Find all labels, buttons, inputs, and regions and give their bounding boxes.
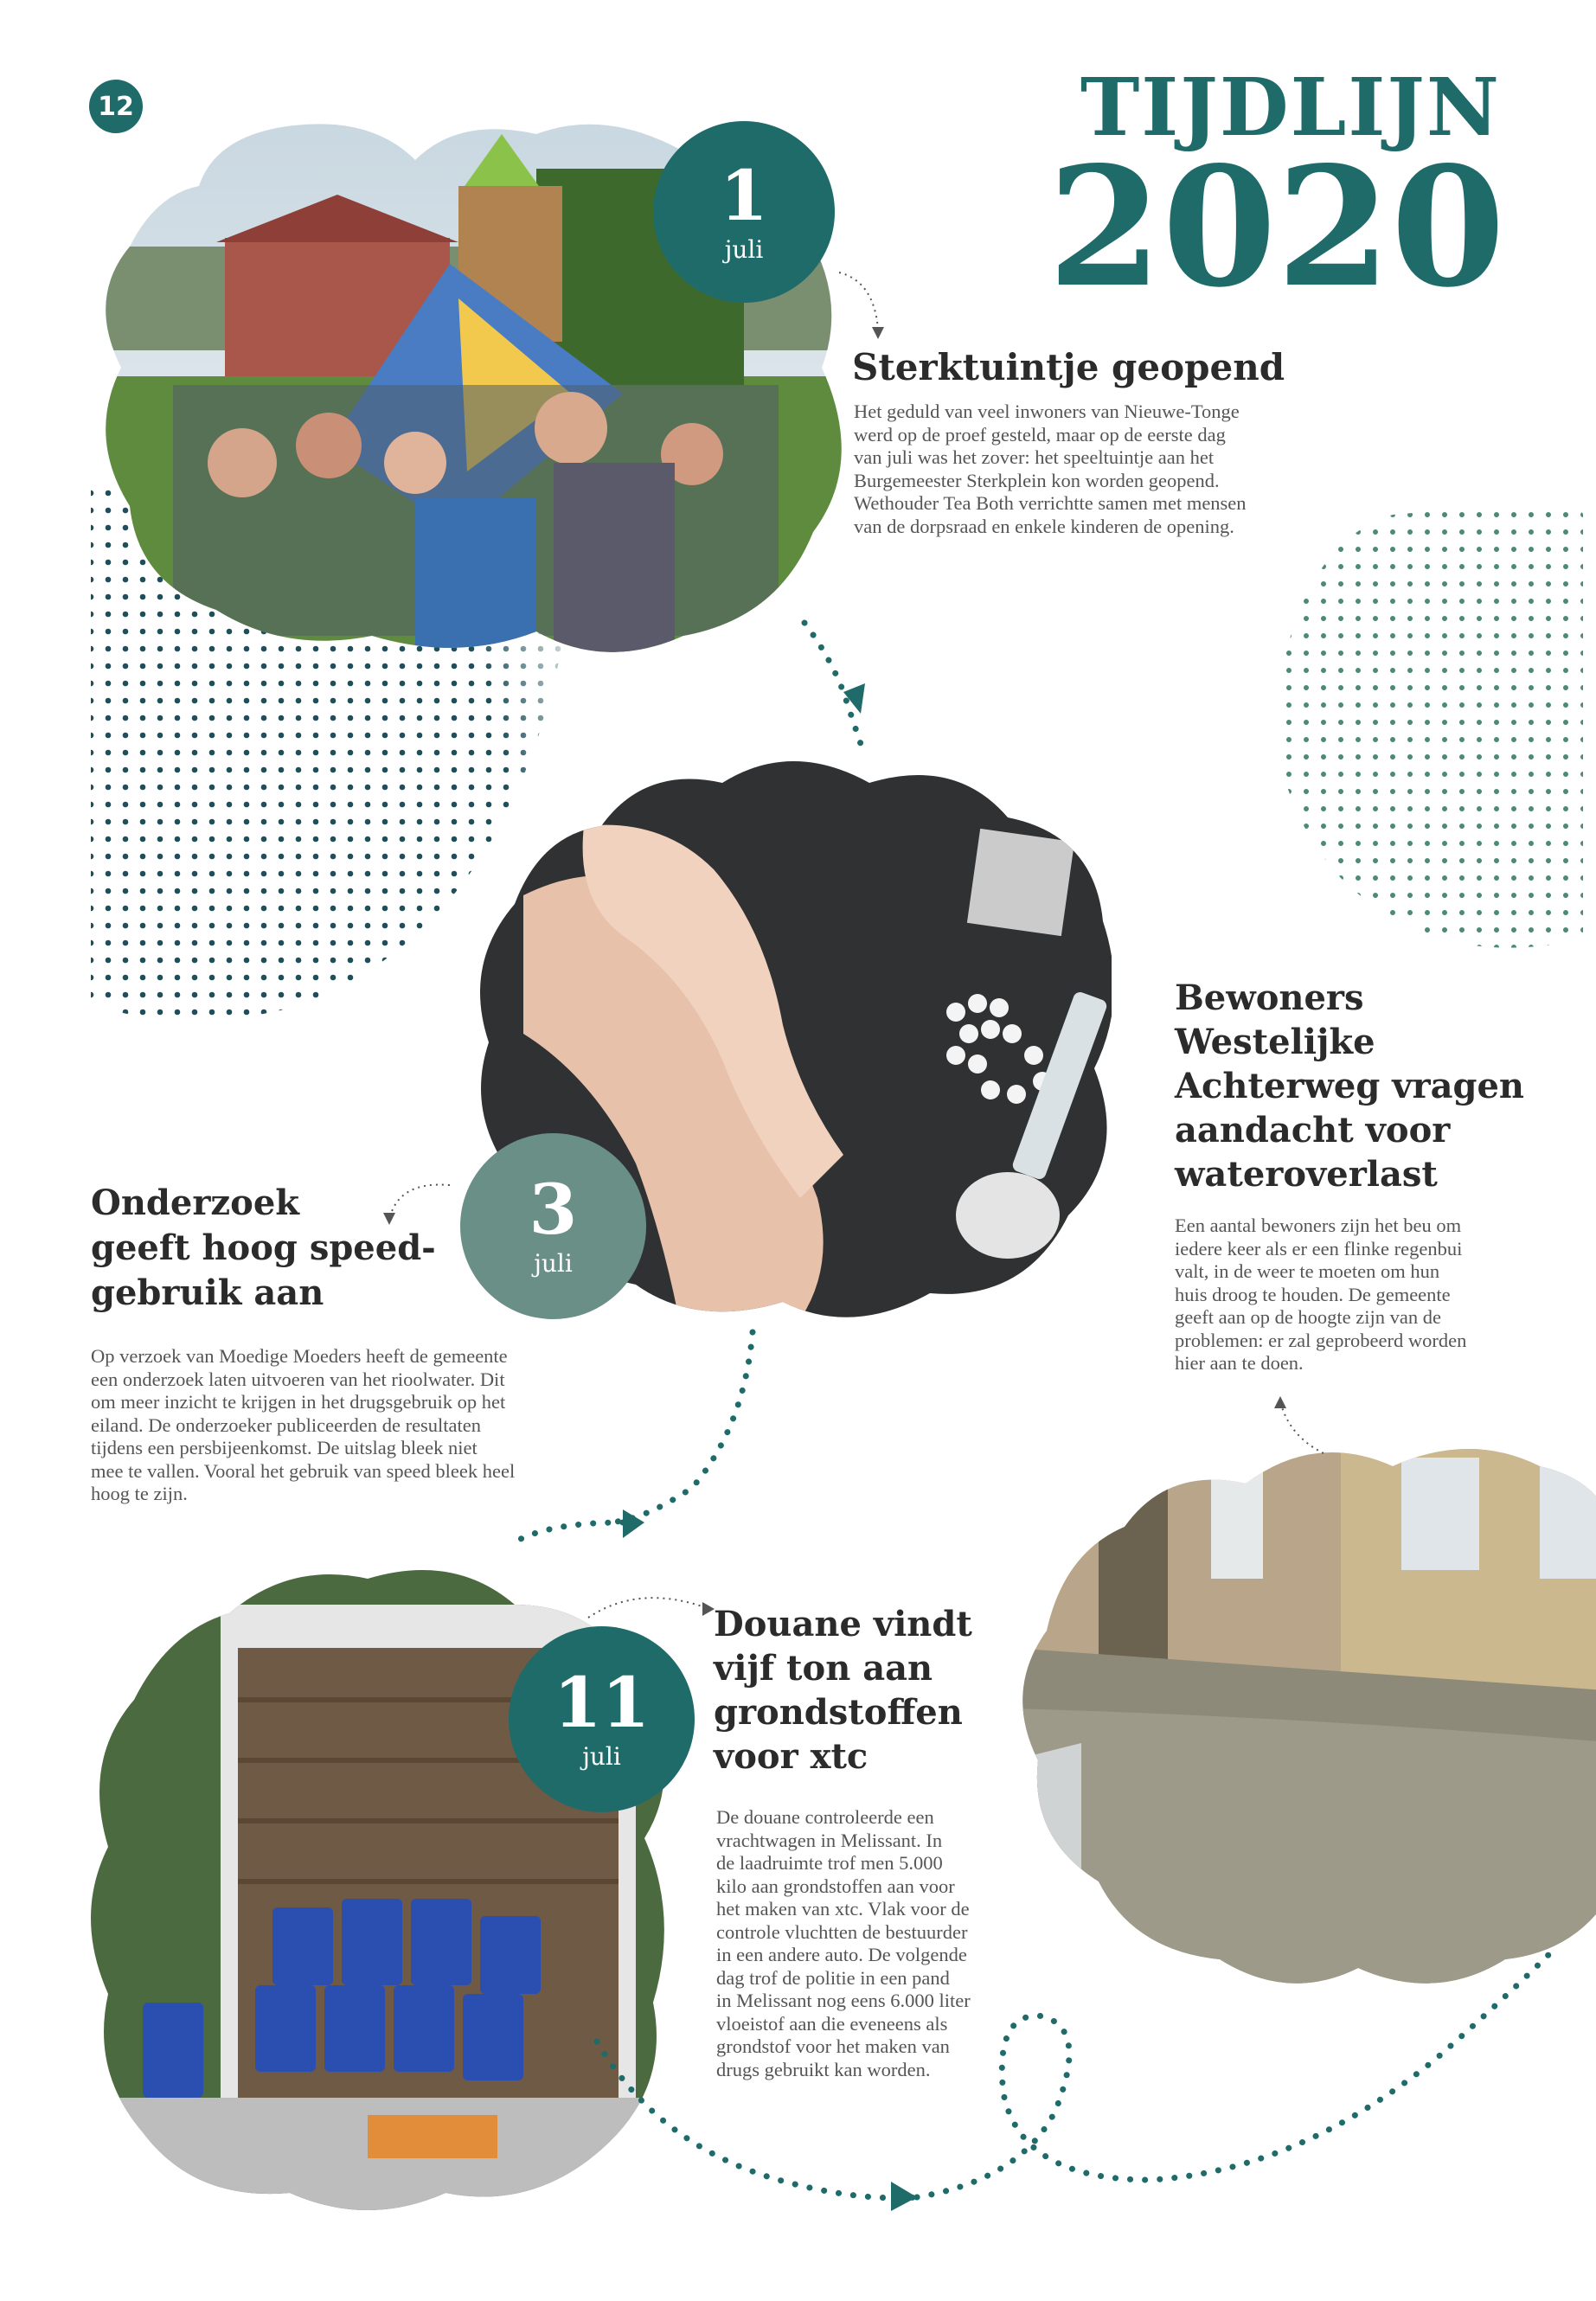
badge-day: 11 [553,1662,651,1743]
body-douane-xtc: De douane controleerde een vrachtwagen in Melissant. In de laadruimte trof men 5.000 kilo aan grondstoffen aan voor het maken van xtc. Vlak voor de controle vluchtten de bestuurder in een andere auto. De volgende dag trof de politie in een pand in Melissant nog eens 6.000 liter vloeistof aan die eveneens als grondstof voor het maken van drugs gebruikt kan worden. [716,1806,971,2080]
headline-onderzoek-speed: Onderzoek geeft hoog speed- gebruik aan [91,1183,436,1313]
badge-month: juli [582,1742,621,1771]
badge-month: juli [534,1249,573,1278]
badge-day: 1 [720,154,768,236]
badge-month: juli [724,234,764,264]
page-title: TIJDLIJN [1080,61,1501,154]
arrow-head-3 [891,2182,917,2211]
page-number: 12 [89,80,143,133]
body-sterktuintje: Het geduld van veel inwoners van Nieuwe-Tonge werd op de proef gesteld, maar op de eerste dag van juli was het zover: het speeltuintje aan het Burgemeester Sterkplein kon worden geopend. Wethouder Tea Both verrichtte samen met mensen van de dorpsraad en enkele kinderen de opening. [854,401,1247,537]
headline-douane-xtc: Douane vindt vijf ton aan grondstoffen voor xtc [714,1604,972,1777]
page-title-year: 2020 [1048,131,1505,324]
body-wateroverlast: Een aantal bewoners zijn het beu om iedere keer als er een flinke regenbui valt, in de weer te moeten om hun huis droog te houden. De gemeente geeft aan op de hoogte zijn van de problemen: er zal geprobeerd worden hier aan te doen. [1175,1215,1467,1374]
headline-sterktuintje: Sterktuintje geopend [852,346,1285,388]
body-onderzoek-speed: Op verzoek van Moedige Moeders heeft de gemeente een onderzoek laten uitvoeren van het rioolwater. Dit om meer inzicht te krijgen in het drugsgebruik op het eiland. De onderzoeker publiceerden de resultaten tijdens een persbijeenkomst. De uitslag bleek niet mee te vallen. Vooral het gebruik van speed bleek heel hoog te zijn. [91,1345,516,1504]
badge-day: 3 [529,1169,578,1250]
headline-wateroverlast: Bewoners Westelijke Achterweg vragen aandacht voor wateroverlast [1175,977,1524,1195]
arrow-head-2 [623,1509,644,1538]
